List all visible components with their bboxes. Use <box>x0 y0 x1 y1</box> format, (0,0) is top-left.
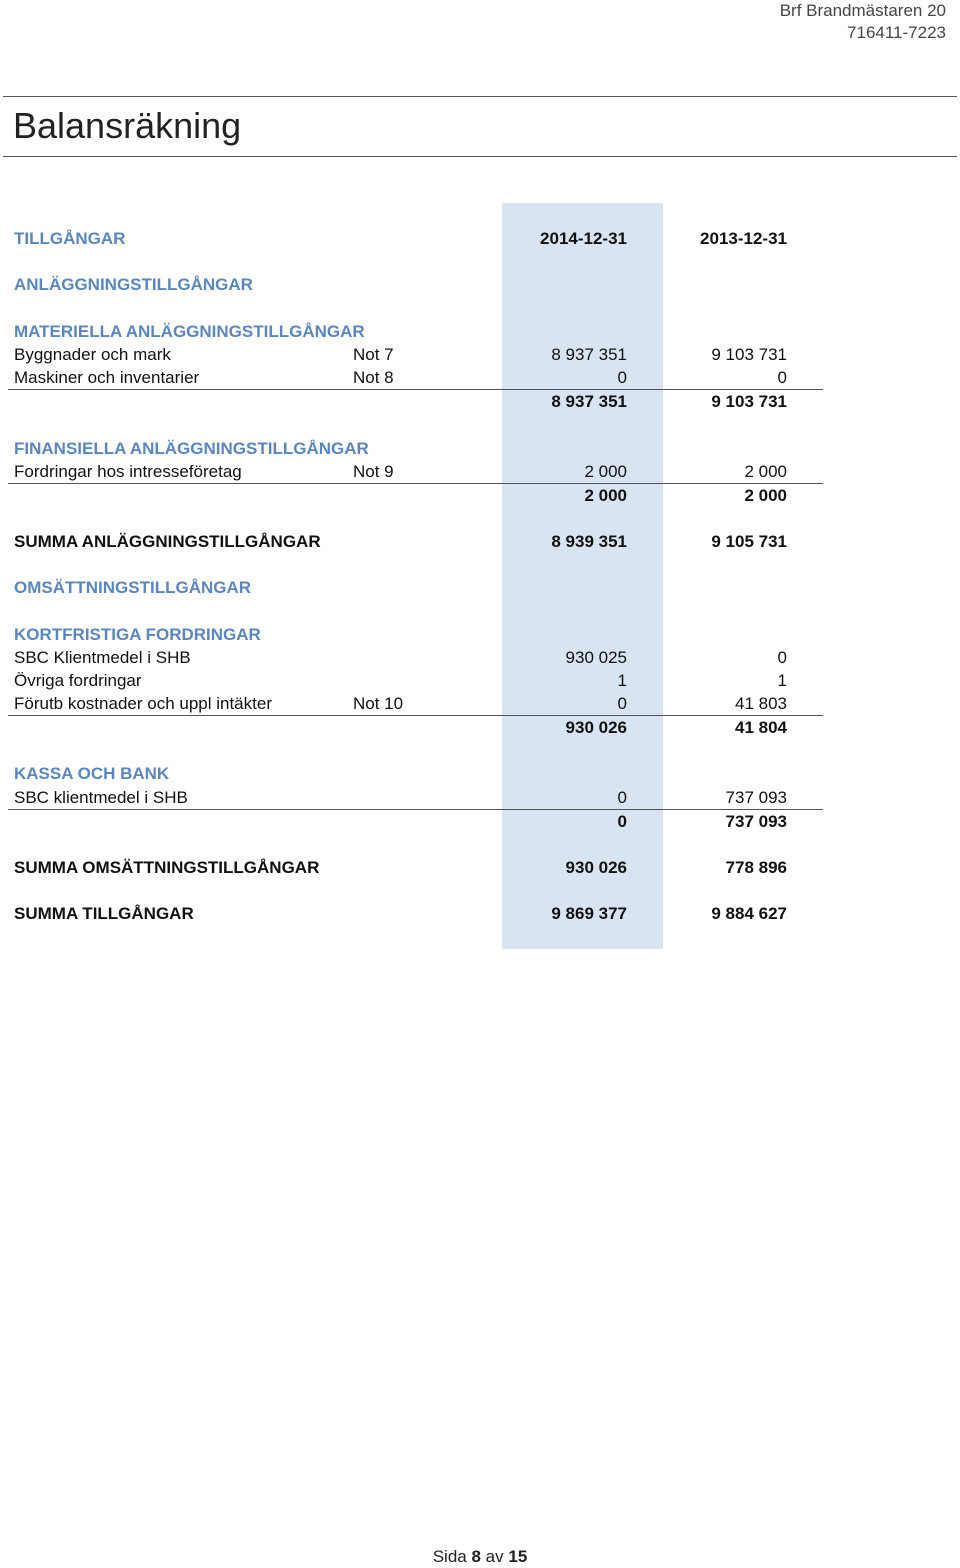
footer-prefix: Sida <box>432 1547 467 1566</box>
column-year-2013: 2013-12-31 <box>700 229 787 248</box>
subtotal-value-2014: 2 000 <box>584 486 627 505</box>
subtotal-value-2013: 41 804 <box>735 718 787 737</box>
table-row <box>0 786 960 809</box>
top-rule <box>3 96 957 97</box>
row-label: Byggnader och mark <box>14 345 171 364</box>
row-value-2014: 2 000 <box>584 462 627 481</box>
row-value-2013: 2 000 <box>744 462 787 481</box>
subsection-heading-kortfristiga: KORTFRISTIGA FORDRINGAR <box>14 625 261 644</box>
subsection-heading-row <box>0 437 960 460</box>
row-label: Förutb kostnader och uppl intäkter <box>14 694 272 713</box>
title-rule <box>3 156 957 157</box>
row-value-2013: 41 803 <box>735 694 787 713</box>
table-row <box>0 366 960 389</box>
row-value-2014: 1 <box>617 671 627 690</box>
subtotal-row <box>0 810 960 833</box>
org-number: 716411-7223 <box>847 23 946 42</box>
page-footer <box>0 1546 960 1568</box>
total-row <box>0 530 960 553</box>
subtotal-row <box>0 716 960 739</box>
subtotal-row <box>0 390 960 413</box>
total-value-2013: 9 105 731 <box>711 532 787 551</box>
row-note: Not 10 <box>353 694 404 713</box>
page-title: Balansräkning <box>13 105 242 146</box>
subsection-heading-kassa: KASSA OCH BANK <box>14 764 170 783</box>
section-heading-tillgangar: TILLGÅNGAR <box>14 229 126 248</box>
section-heading-anlaggning: ANLÄGGNINGSTILLGÅNGAR <box>14 275 253 294</box>
row-value-2013: 1 <box>777 671 787 690</box>
grand-total-value-2014: 9 869 377 <box>551 904 627 923</box>
row-label: Maskiner och inventarier <box>14 368 200 387</box>
org-name: Brf Brandmästaren 20 <box>779 1 946 20</box>
section-heading-omsattning: OMSÄTTNINGSTILLGÅNGAR <box>14 578 252 597</box>
subtotal-value-2014: 0 <box>617 812 627 831</box>
total-label: SUMMA ANLÄGGNINGSTILLGÅNGAR <box>14 532 321 551</box>
table-row <box>0 646 960 669</box>
column-year-2014: 2014-12-31 <box>540 229 627 248</box>
column-header-row <box>0 227 960 250</box>
footer-page-number: 8 <box>471 1547 481 1566</box>
row-label: SBC klientmedel i SHB <box>14 788 188 807</box>
total-label: SUMMA OMSÄTTNINGSTILLGÅNGAR <box>14 858 320 877</box>
subtotal-value-2013: 9 103 731 <box>711 392 787 411</box>
row-value-2014: 0 <box>617 694 627 713</box>
subsection-heading-row <box>0 762 960 785</box>
org-header <box>780 0 946 44</box>
row-label: SBC Klientmedel i SHB <box>14 648 191 667</box>
total-value-2014: 8 939 351 <box>551 532 627 551</box>
row-label: Fordringar hos intresseföretag <box>14 462 242 481</box>
table-row <box>0 343 960 366</box>
row-value-2013: 9 103 731 <box>711 345 787 364</box>
subtotal-value-2014: 930 026 <box>565 718 627 737</box>
table-row <box>0 692 960 715</box>
row-value-2013: 0 <box>777 368 787 387</box>
row-value-2013: 737 093 <box>725 788 787 807</box>
subsection-heading-materiella: MATERIELLA ANLÄGGNINGSTILLGÅNGAR <box>14 322 365 341</box>
total-row <box>0 856 960 879</box>
row-note: Not 8 <box>353 368 394 387</box>
row-value-2014: 0 <box>617 368 627 387</box>
footer-separator: av <box>485 1547 504 1566</box>
subtotal-value-2014: 8 937 351 <box>551 392 627 411</box>
section-heading-row <box>0 576 960 599</box>
total-value-2013: 778 896 <box>725 858 787 877</box>
row-note: Not 9 <box>353 462 394 481</box>
table-row <box>0 669 960 692</box>
grand-total-label: SUMMA TILLGÅNGAR <box>14 904 194 923</box>
row-label: Övriga fordringar <box>14 671 142 690</box>
footer-page-total: 15 <box>508 1547 528 1566</box>
subtotal-value-2013: 2 000 <box>744 486 787 505</box>
row-note: Not 7 <box>353 345 394 364</box>
grand-total-value-2013: 9 884 627 <box>711 904 787 923</box>
row-value-2014: 8 937 351 <box>551 345 627 364</box>
table-row <box>0 460 960 483</box>
total-value-2014: 930 026 <box>565 858 627 877</box>
subsection-heading-row <box>0 623 960 646</box>
grand-total-row <box>0 902 960 925</box>
section-heading-row <box>0 273 960 296</box>
row-value-2013: 0 <box>777 648 787 667</box>
row-value-2014: 0 <box>617 788 627 807</box>
subsection-heading-row <box>0 320 960 343</box>
subtotal-value-2013: 737 093 <box>725 812 787 831</box>
subsection-heading-finansiella: FINANSIELLA ANLÄGGNINGSTILLGÅNGAR <box>14 439 369 458</box>
subtotal-row <box>0 484 960 507</box>
row-value-2014: 930 025 <box>565 648 627 667</box>
